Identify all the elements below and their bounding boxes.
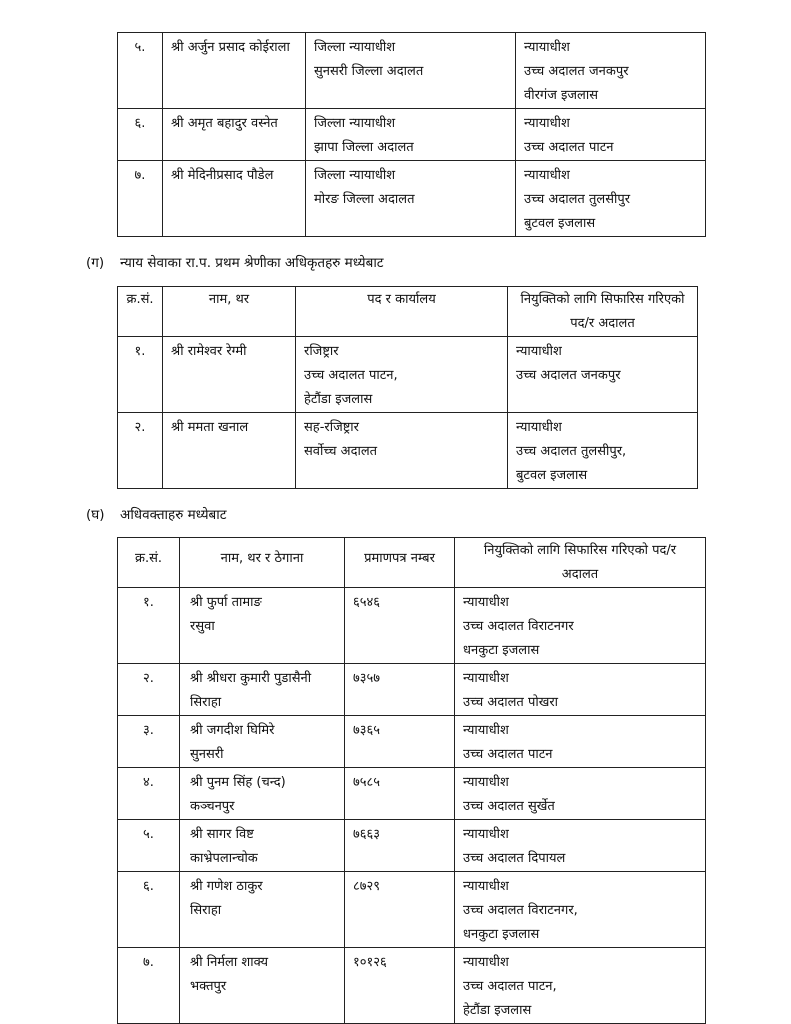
column-header-name: नाम, थर xyxy=(163,287,296,337)
name-address-cell: श्री निर्मला शाक्य भक्तपुर xyxy=(180,948,345,1024)
name-cell: श्री अर्जुन प्रसाद कोईराला xyxy=(163,33,306,109)
serial-number-cell: ४. xyxy=(118,768,180,820)
appointment-cell: न्यायाधीश उच्च अदालत जनकपुर वीरगंज इजलास xyxy=(516,33,706,109)
section-marker: (घ) xyxy=(86,507,105,523)
table-row xyxy=(118,768,706,820)
name-cell: श्री रामेश्वर रेग्मी xyxy=(163,337,296,413)
serial-number-cell: ७. xyxy=(118,161,163,237)
name-address-cell: श्री फुर्पा तामाङ रसुवा xyxy=(180,588,345,664)
appointment-cell: न्यायाधीश उच्च अदालत विराटनगर, धनकुटा इजलास xyxy=(455,872,706,948)
appointment-cell: न्यायाधीश उच्च अदालत तुलसीपुर बुटवल इजलास xyxy=(516,161,706,237)
section-title: न्याय सेवाका रा.प. प्रथम श्रेणीका अधिकृतहरु मध्येबाट xyxy=(120,255,384,271)
section-heading-c xyxy=(86,253,384,271)
table-row xyxy=(118,337,698,413)
column-header-appointment: नियुक्तिको लागि सिफारिस गरिएको पद/र अदालत xyxy=(508,287,698,337)
column-header-certificate: प्रमाणपत्र नम्बर xyxy=(345,538,455,588)
post-cell: रजिष्ट्रार उच्च अदालत पाटन, हेटौंडा इजलास xyxy=(296,337,508,413)
certificate-cell: १०१२६ xyxy=(345,948,455,1024)
table-header-row xyxy=(118,287,698,337)
serial-number-cell: २. xyxy=(118,413,163,489)
serial-number-cell: २. xyxy=(118,664,180,716)
serial-number-cell: ६. xyxy=(118,872,180,948)
appointment-cell: न्यायाधीश उच्च अदालत पाटन, हेटौंडा इजलास xyxy=(455,948,706,1024)
table-row xyxy=(118,872,706,948)
post-cell: जिल्ला न्यायाधीश झापा जिल्ला अदालत xyxy=(306,109,516,161)
certificate-cell: ७३५७ xyxy=(345,664,455,716)
certificate-cell: ८७२९ xyxy=(345,872,455,948)
name-address-cell: श्री गणेश ठाकुर सिराहा xyxy=(180,872,345,948)
table-header-row xyxy=(118,538,706,588)
name-address-cell: श्री जगदीश घिमिरे सुनसरी xyxy=(180,716,345,768)
serial-number-cell: ६. xyxy=(118,109,163,161)
certificate-cell: ७६६३ xyxy=(345,820,455,872)
column-header-name-address: नाम, थर र ठेगाना xyxy=(180,538,345,588)
table-row xyxy=(118,588,706,664)
column-header-post: पद र कार्यालय xyxy=(296,287,508,337)
appointment-cell: न्यायाधीश उच्च अदालत सुर्खेत xyxy=(455,768,706,820)
certificate-cell: ६५४६ xyxy=(345,588,455,664)
table-judges-continued xyxy=(117,32,706,237)
table-row xyxy=(118,664,706,716)
appointment-cell: न्यायाधीश उच्च अदालत पोखरा xyxy=(455,664,706,716)
column-header-serial: क्र.सं. xyxy=(118,538,180,588)
table-officers xyxy=(117,286,698,489)
section-marker: (ग) xyxy=(86,255,105,271)
post-cell: जिल्ला न्यायाधीश मोरङ जिल्ला अदालत xyxy=(306,161,516,237)
section-heading-d xyxy=(86,505,227,523)
appointment-cell: न्यायाधीश उच्च अदालत पाटन xyxy=(455,716,706,768)
appointment-cell: न्यायाधीश उच्च अदालत पाटन xyxy=(516,109,706,161)
appointment-cell: न्यायाधीश उच्च अदालत जनकपुर xyxy=(508,337,698,413)
table-row xyxy=(118,33,706,109)
name-cell: श्री अमृत बहादुर वस्नेत xyxy=(163,109,306,161)
table-row xyxy=(118,820,706,872)
post-cell: सह-रजिष्ट्रार सर्वोच्च अदालत xyxy=(296,413,508,489)
serial-number-cell: ५. xyxy=(118,33,163,109)
table-row xyxy=(118,161,706,237)
name-address-cell: श्री सागर विष्ट काभ्रेपलान्चोक xyxy=(180,820,345,872)
serial-number-cell: १. xyxy=(118,588,180,664)
section-title: अधिवक्ताहरु मध्येबाट xyxy=(120,507,227,523)
table-row xyxy=(118,109,706,161)
serial-number-cell: ३. xyxy=(118,716,180,768)
name-cell: श्री ममता खनाल xyxy=(163,413,296,489)
name-cell: श्री मेदिनीप्रसाद पौडेल xyxy=(163,161,306,237)
appointment-cell: न्यायाधीश उच्च अदालत दिपायल xyxy=(455,820,706,872)
table-row xyxy=(118,948,706,1024)
certificate-cell: ७३६५ xyxy=(345,716,455,768)
name-address-cell: श्री पुनम सिंह (चन्द) कञ्चनपुर xyxy=(180,768,345,820)
post-cell: जिल्ला न्यायाधीश सुनसरी जिल्ला अदालत xyxy=(306,33,516,109)
table-row xyxy=(118,413,698,489)
table-row xyxy=(118,716,706,768)
certificate-cell: ७५८५ xyxy=(345,768,455,820)
column-header-serial: क्र.सं. xyxy=(118,287,163,337)
serial-number-cell: १. xyxy=(118,337,163,413)
name-address-cell: श्री श्रीधरा कुमारी पुडासैनी सिराहा xyxy=(180,664,345,716)
appointment-cell: न्यायाधीश उच्च अदालत तुलसीपुर, बुटवल इजलास xyxy=(508,413,698,489)
appointment-cell: न्यायाधीश उच्च अदालत विराटनगर धनकुटा इजलास xyxy=(455,588,706,664)
serial-number-cell: ५. xyxy=(118,820,180,872)
serial-number-cell: ७. xyxy=(118,948,180,1024)
table-advocates xyxy=(117,537,706,1024)
column-header-appointment: नियुक्तिको लागि सिफारिस गरिएको पद/र अदालत xyxy=(455,538,706,588)
